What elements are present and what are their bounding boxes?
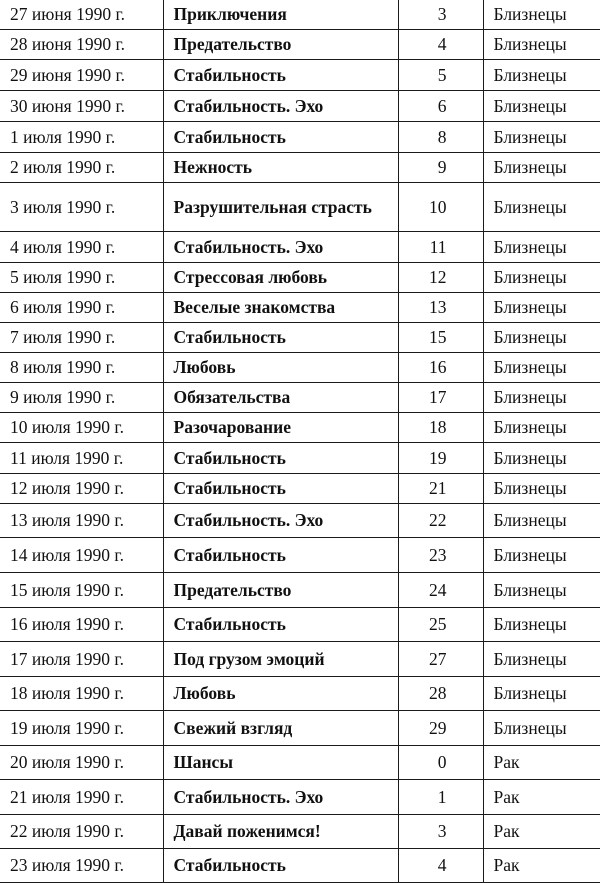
date-cell: 4 июля 1990 г. <box>0 231 163 262</box>
title-cell: Предательство <box>163 29 398 59</box>
title-cell: Стабильность. Эхо <box>163 779 398 814</box>
number-cell: 12 <box>398 262 483 292</box>
table-row <box>0 572 600 607</box>
date-cell: 2 июля 1990 г. <box>0 152 163 182</box>
date-cell: 3 июля 1990 г. <box>0 182 163 231</box>
sign-cell: Рак <box>483 779 600 814</box>
number-cell: 19 <box>398 442 483 473</box>
date-cell: 5 июля 1990 г. <box>0 262 163 292</box>
number-cell: 8 <box>398 121 483 152</box>
table-row <box>0 0 600 29</box>
table-row <box>0 676 600 710</box>
title-cell: Свежий взгляд <box>163 710 398 745</box>
sign-cell: Рак <box>483 814 600 848</box>
sign-cell: Близнецы <box>483 572 600 607</box>
date-cell: 7 июля 1990 г. <box>0 322 163 352</box>
date-cell: 19 июля 1990 г. <box>0 710 163 745</box>
title-cell: Веселые знакомства <box>163 292 398 322</box>
date-cell: 28 июня 1990 г. <box>0 29 163 59</box>
date-cell: 22 июля 1990 г. <box>0 814 163 848</box>
number-cell: 4 <box>398 848 483 882</box>
number-cell: 24 <box>398 572 483 607</box>
title-cell: Стабильность <box>163 607 398 641</box>
date-cell: 18 июля 1990 г. <box>0 676 163 710</box>
number-cell: 13 <box>398 292 483 322</box>
table-row <box>0 641 600 676</box>
number-cell: 27 <box>398 641 483 676</box>
table-row <box>0 537 600 572</box>
sign-cell: Близнецы <box>483 231 600 262</box>
table-row <box>0 814 600 848</box>
title-cell: Стабильность <box>163 848 398 882</box>
table-row <box>0 710 600 745</box>
number-cell: 9 <box>398 152 483 182</box>
date-cell: 11 июля 1990 г. <box>0 442 163 473</box>
title-cell: Приключения <box>163 0 398 29</box>
sign-cell: Близнецы <box>483 182 600 231</box>
sign-cell: Близнецы <box>483 473 600 503</box>
date-cell: 1 июля 1990 г. <box>0 121 163 152</box>
date-cell: 8 июля 1990 г. <box>0 352 163 382</box>
sign-cell: Близнецы <box>483 121 600 152</box>
title-cell: Стабильность <box>163 121 398 152</box>
number-cell: 0 <box>398 745 483 779</box>
table-row <box>0 352 600 382</box>
number-cell: 22 <box>398 503 483 537</box>
table-row <box>0 292 600 322</box>
title-cell: Стабильность. Эхо <box>163 90 398 121</box>
date-cell: 23 июля 1990 г. <box>0 848 163 882</box>
sign-cell: Близнецы <box>483 537 600 572</box>
sign-cell: Близнецы <box>483 90 600 121</box>
number-cell: 18 <box>398 412 483 442</box>
table-row <box>0 262 600 292</box>
title-cell: Под грузом эмоций <box>163 641 398 676</box>
title-cell: Стабильность <box>163 322 398 352</box>
sign-cell: Близнецы <box>483 322 600 352</box>
title-cell: Давай поженимся! <box>163 814 398 848</box>
title-cell: Нежность <box>163 152 398 182</box>
table-row <box>0 607 600 641</box>
number-cell: 25 <box>398 607 483 641</box>
table-row <box>0 442 600 473</box>
sign-cell: Рак <box>483 848 600 882</box>
title-cell: Обязательства <box>163 382 398 412</box>
date-cell: 14 июля 1990 г. <box>0 537 163 572</box>
table-row <box>0 473 600 503</box>
date-cell: 30 июня 1990 г. <box>0 90 163 121</box>
number-cell: 21 <box>398 473 483 503</box>
title-cell: Стрессовая любовь <box>163 262 398 292</box>
title-cell: Стабильность <box>163 473 398 503</box>
number-cell: 4 <box>398 29 483 59</box>
table-row <box>0 29 600 59</box>
sign-cell: Близнецы <box>483 412 600 442</box>
sign-cell: Близнецы <box>483 262 600 292</box>
sign-cell: Близнецы <box>483 59 600 90</box>
number-cell: 3 <box>398 814 483 848</box>
table-row <box>0 152 600 182</box>
sign-cell: Близнецы <box>483 352 600 382</box>
sign-cell: Близнецы <box>483 382 600 412</box>
sign-cell: Близнецы <box>483 676 600 710</box>
date-cell: 16 июля 1990 г. <box>0 607 163 641</box>
title-cell: Стабильность <box>163 442 398 473</box>
table-row <box>0 322 600 352</box>
number-cell: 28 <box>398 676 483 710</box>
number-cell: 5 <box>398 59 483 90</box>
number-cell: 16 <box>398 352 483 382</box>
number-cell: 3 <box>398 0 483 29</box>
date-cell: 13 июля 1990 г. <box>0 503 163 537</box>
title-cell: Разочарование <box>163 412 398 442</box>
number-cell: 15 <box>398 322 483 352</box>
number-cell: 23 <box>398 537 483 572</box>
number-cell: 17 <box>398 382 483 412</box>
table-row <box>0 59 600 90</box>
sign-cell: Близнецы <box>483 607 600 641</box>
table-row <box>0 90 600 121</box>
date-cell: 9 июля 1990 г. <box>0 382 163 412</box>
table-row <box>0 231 600 262</box>
sign-cell: Близнецы <box>483 0 600 29</box>
title-cell: Стабильность <box>163 537 398 572</box>
number-cell: 10 <box>398 182 483 231</box>
table-row <box>0 503 600 537</box>
date-cell: 27 июня 1990 г. <box>0 0 163 29</box>
title-cell: Любовь <box>163 352 398 382</box>
number-cell: 29 <box>398 710 483 745</box>
date-cell: 10 июля 1990 г. <box>0 412 163 442</box>
sign-cell: Близнецы <box>483 710 600 745</box>
table-row <box>0 779 600 814</box>
date-cell: 21 июля 1990 г. <box>0 779 163 814</box>
table-row <box>0 848 600 882</box>
table-row <box>0 121 600 152</box>
number-cell: 11 <box>398 231 483 262</box>
sign-cell: Близнецы <box>483 442 600 473</box>
title-cell: Стабильность. Эхо <box>163 503 398 537</box>
table-row <box>0 412 600 442</box>
date-cell: 6 июля 1990 г. <box>0 292 163 322</box>
date-cell: 12 июля 1990 г. <box>0 473 163 503</box>
date-cell: 17 июля 1990 г. <box>0 641 163 676</box>
table-row <box>0 182 600 231</box>
sign-cell: Близнецы <box>483 641 600 676</box>
sign-cell: Близнецы <box>483 503 600 537</box>
title-cell: Шансы <box>163 745 398 779</box>
title-cell: Предательство <box>163 572 398 607</box>
table-row <box>0 745 600 779</box>
number-cell: 1 <box>398 779 483 814</box>
sign-cell: Близнецы <box>483 292 600 322</box>
title-cell: Стабильность. Эхо <box>163 231 398 262</box>
number-cell: 6 <box>398 90 483 121</box>
table-row <box>0 382 600 412</box>
title-cell: Любовь <box>163 676 398 710</box>
sign-cell: Близнецы <box>483 29 600 59</box>
sign-cell: Рак <box>483 745 600 779</box>
date-cell: 15 июля 1990 г. <box>0 572 163 607</box>
title-cell: Стабильность <box>163 59 398 90</box>
sign-cell: Близнецы <box>483 152 600 182</box>
date-cell: 29 июня 1990 г. <box>0 59 163 90</box>
title-cell: Разрушительная страсть <box>163 182 398 231</box>
date-cell: 20 июля 1990 г. <box>0 745 163 779</box>
